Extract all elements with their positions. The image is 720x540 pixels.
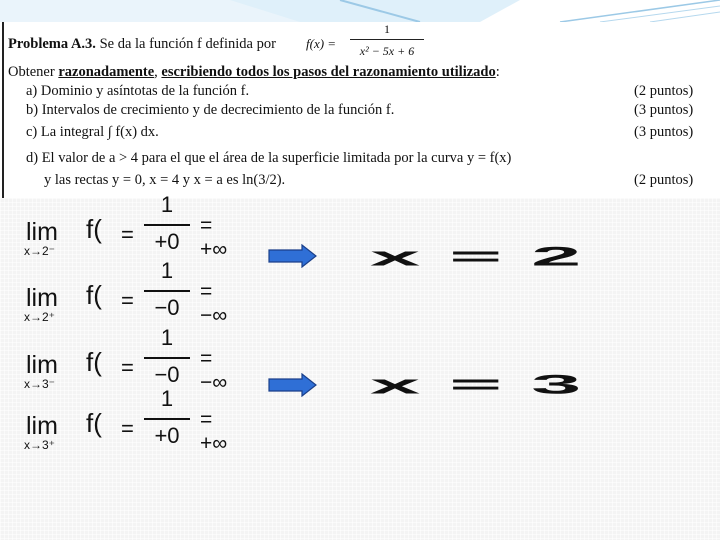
item-d-points: (2 puntos) <box>634 172 694 188</box>
fraction <box>144 386 190 449</box>
fraction-numerator: 1 <box>160 192 174 217</box>
instruction-end: : <box>495 64 500 80</box>
item-a: a) Dominio y asíntotas de la función f. <box>26 83 250 99</box>
item-a-points: (2 puntos) <box>634 83 694 99</box>
header-wave-graphic <box>0 0 720 22</box>
fraction-bar <box>144 357 190 359</box>
problem-title-line <box>8 36 276 53</box>
equals-sign: = <box>121 288 134 313</box>
fraction <box>144 192 190 255</box>
function-symbol: f( <box>86 214 102 244</box>
limit-result: = −∞ <box>200 347 228 394</box>
equals-sign: = <box>121 222 134 247</box>
lim-subscript: x→2⁻ <box>24 244 56 258</box>
fraction-bar <box>144 224 190 226</box>
lim-word: lim <box>26 218 58 246</box>
problem-title: Problema A.3. <box>8 36 96 52</box>
asymptote-x3: x = 3 <box>370 370 584 400</box>
lim-subscript: x→3⁺ <box>24 438 56 452</box>
lim-word: lim <box>26 412 58 440</box>
lim-word: lim <box>26 351 58 379</box>
right-arrow-icon <box>268 373 318 397</box>
function-symbol: f( <box>86 408 102 438</box>
lim-subscript: x→3⁻ <box>24 377 56 391</box>
fraction <box>144 325 190 388</box>
item-d: d) El valor de a > 4 para el que el área de la superficie limitada por la curva y = f(x) <box>26 150 512 166</box>
problem-intro: Se da la función f definida por <box>99 36 276 52</box>
limit-result: = −∞ <box>200 280 228 327</box>
formula-numerator: 1 <box>384 22 390 36</box>
problem-statement <box>0 22 720 198</box>
fraction-denominator: −0 <box>154 361 180 387</box>
solution-area <box>0 198 720 540</box>
function-symbol: f( <box>86 280 102 310</box>
right-arrow-icon <box>268 244 318 268</box>
instruction-pre: Obtener <box>8 64 59 80</box>
formula-bar <box>350 39 424 40</box>
fraction-bar <box>144 418 190 420</box>
function-symbol: f( <box>86 347 102 377</box>
instruction-line <box>8 64 500 81</box>
problem-left-border <box>2 22 4 198</box>
fraction-numerator: 1 <box>160 325 174 350</box>
asymptote-x2: x = 2 <box>370 242 584 272</box>
item-b-points: (3 puntos) <box>634 102 694 118</box>
formula-denominator: x² − 5x + 6 <box>359 44 415 58</box>
equals-sign: = <box>121 416 134 441</box>
fraction <box>144 258 190 321</box>
instruction-mid: , <box>154 64 162 80</box>
item-c-points: (3 puntos) <box>634 124 694 140</box>
slide-header-decoration <box>0 0 720 22</box>
fraction-numerator: 1 <box>160 386 174 411</box>
item-c: c) La integral ∫ f(x) dx. <box>26 124 159 140</box>
instruction-underlined-1: razonadamente <box>58 64 155 80</box>
fraction-denominator: +0 <box>154 422 180 448</box>
item-b: b) Intervalos de crecimiento y de decrecimiento de la función f. <box>26 102 395 118</box>
equals-sign: = <box>121 355 134 380</box>
fraction-denominator: +0 <box>154 228 180 254</box>
fraction-bar <box>144 290 190 292</box>
formula-lhs: f(x) = <box>306 36 337 51</box>
fraction-numerator: 1 <box>160 258 174 283</box>
lim-subscript: x→2⁺ <box>24 310 56 324</box>
fraction-denominator: −0 <box>154 294 180 320</box>
limit-result: = +∞ <box>200 214 228 261</box>
lim-word: lim <box>26 284 58 312</box>
item-d-continuation: y las rectas y = 0, x = 4 y x = a es ln(3/2). <box>44 172 286 188</box>
instruction-underlined-2: escribiendo todos los pasos del razonamiento utilizado <box>161 64 496 80</box>
limit-result: = +∞ <box>200 408 228 455</box>
